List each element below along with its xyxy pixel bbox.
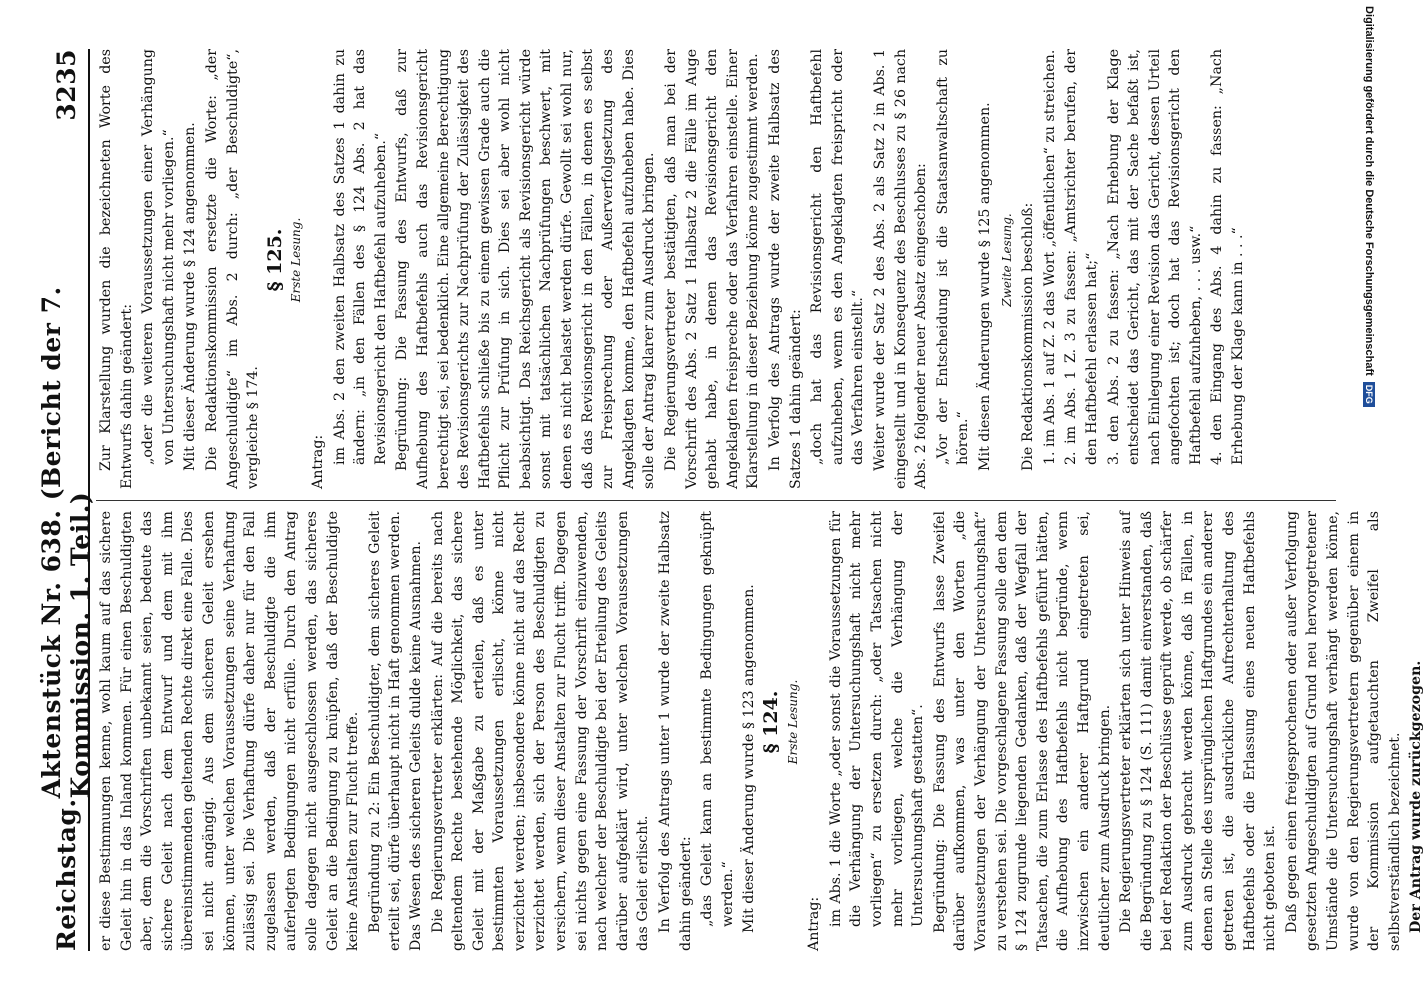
paragraph: Begründung: Die Fassung des Entwurfs lasse Zweifel darüber aufkommen, was unter den Worten „die Voraussetzungen der Verhängung der Untersuchungshaft“ zu verstehen sei. Die vorgeschlagene Fassung solle den dem § 124 zugrunde liegenden Gedanken, daß der Wegfall der Tatsachen, die zum Erlasse des Haftbefehls geführt hätten, die Aufhebung des Haftbefehls nicht begründe, wenn inzwischen ein anderer Haftgrund eingetreten sei, deutlicher zum Ausdruck bringen. [931, 511, 1113, 951]
paragraph: „oder die weiteren Voraussetzungen einer Verhängung von Untersuchungshaft nicht mehr vorliegen.“ [140, 49, 177, 465]
credit-text: Digitalisierung gefördert durch die Deutsche Forschungsgemeinschaft [1363, 6, 1375, 376]
paragraph: Mit dieser Änderung wurde § 124 angenommen. [182, 122, 199, 471]
page-header [37, 49, 95, 951]
paragraph: In Verfolg des Antrags wurde der zweite Halbsatz des Satzes 1 dahin geändert: [767, 49, 804, 489]
paragraph: Begründung: Die Fassung des Entwurfs, daß zur Aufhebung des Haftbefehls auch das Revisionsgericht berechtigt sei, sei bedenklich. Eine allgemeine Berechtigung des Revisionsgerichts zur Nachprüfung der Zulässigkeit des Haftbefehls schließe bis zu einem gewissen Grade auch die Pflicht zur Prüfung in sich. Dies sei aber wohl nicht beabsichtigt. Das Reichsgericht als Revisionsgericht würde sonst mit tatsächlichen Nachprüfungen beschwert, mit denen es nicht belastet werden dürfe. Gewollt sei wohl nur, daß das Revisionsgericht in den Fällen, in denen es selbst zur Freisprechung oder Außerverfolgsetzung des Angeklagten komme, den Haftbefehl aufzuheben habe. Dies solle der Antrag klarer zum Ausdruck bringen. [394, 49, 658, 489]
paragraph: „das Geleit kann an bestimmte Bedingungen geknüpft werden.“ [699, 511, 736, 927]
section-subheading: Zweite Lesung. [999, 213, 1014, 307]
paragraph: Daß gegen einen freigesprochenen oder außer Verfolgung gesetzten Angeschuldigten auf Grund neu hervorgetretener Umstände die Untersuchungshaft verhängt werden könne, wurde von den Regierungsvertretern gegenüber einem in der Kommission aufgetauchten Zweifel als selbstverständlich bezeichnet. [1283, 511, 1403, 951]
dfg-logo: DFG [1363, 382, 1375, 407]
paragraph: Die Redaktionskommission ersetzte die Worte: „der Angeschuldigte“ im Abs. 2 durch: „der Beschuldigte“, vergleiche § 174. [203, 49, 262, 489]
paragraph: 3. den Abs. 2 zu fassen: „Nach Erhebung der Klage entscheidet das Gericht, das mit der Sache befaßt ist, nach Einlegung einer Revision das Gericht, dessen Urteil angefochten ist; doch hat das Revisionsgericht den Haftbefehl aufzuheben, . . . usw.“ [1105, 49, 1204, 465]
paragraph: Die Regierungsvertreter bestätigten, daß man bei der Vorschrift des Abs. 2 Satz 1 Halbsatz 2 die Fälle im Auge gehabt habe, in denen das Revisionsgericht den Angeklagten freispreche oder das Verfahren einstelle. Einer Klarstellung in dieser Beziehung könne zugestimmt werden. [663, 49, 762, 489]
paragraph: er diese Bestimmungen kenne, wohl kaum auf das sichere Geleit hin in das Inland kommen. Für einen Beschuldigten aber, dem die Vorschriften unbekannt seien, bedeute das sichere Geleit nach dem Entwurf und dem mit ihm übereinstimmenden geltenden Rechte direkt eine Falle. Dies sei nicht angängig. Aus dem sicheren Geleit ersehen können, unter welchen Voraussetzungen seine Verhaftung zulässig sei. Die Verhaftung dürfe daher nur für den Fall zugelassen werden, daß der Beschuldigte die ihm auferlegten Bedingungen nicht erfülle. Durch den Antrag solle dagegen nicht ausgeschlossen werden, das sicheres Geleit an die Bedingung zu knüpfen, daß der Beschuldigte keine Anstalten zur Flucht treffe. [98, 511, 362, 951]
paragraph: Begründung zu 2: Ein Beschuldigter, dem sicheres Geleit erteilt sei, dürfe überhaupt nicht in Haft genommen werden. Das Wesen des sicheren Geleits dulde keine Ausnahmen. [366, 511, 424, 951]
paragraph: im Abs. 1 die Worte „oder sonst die Voraussetzungen für die Verhängung der Untersuchungshaft nicht mehr vorliegen“ zu ersetzen durch: „oder Tatsachen nicht mehr vorliegen, welche die Verhängung der Untersuchungshaft gestatten“. [827, 511, 927, 927]
paragraph: Mit dieser Änderung wurde § 123 angenommen. [741, 584, 758, 933]
page-number: 3235 [51, 49, 81, 121]
left-column [96, 511, 1425, 951]
paragraph: Die Redaktionskommission beschloß: [1020, 202, 1037, 471]
paragraph: Mit diesen Änderungen wurde § 125 angenommen. [976, 102, 993, 471]
section-heading: § 124. [760, 690, 782, 754]
paragraph: Zur Klarstellung wurden die bezeichneten Worte des Entwurfs dahin geändert: [98, 49, 135, 489]
paragraph: 2. im Abs. 1 Z. 3 zu fassen: „Amtsrichter berufen, der den Haftbefehl erlassen hat;“ [1063, 49, 1100, 465]
paragraph: „doch hat das Revisionsgericht den Haftbefehl aufzuheben, wenn es den Angeklagten freispricht oder das Verfahren einstellt.“ [809, 49, 867, 465]
paragraph: Antrag: [806, 896, 823, 951]
paragraph: Die Regierungsvertreter erklärten: Auf die bereits nach geltendem Rechte bestehende Möglichkeit, das sichere Geleit mit der Maßgabe zu erteilen, daß es unter bestimmten Voraussetzungen erlischt, könne nicht verzichtet werden; insbesondere könne nicht auf das Recht verzichtet werden, sich der Person des Beschuldigten zu versichern, wenn dieser Anstalten zur Flucht trifft. Dagegen sei nichts gegen eine Fassung der Vorschrift einzuwenden, nach welcher der Beschuldigte bei der Erteilung des Geleits darüber aufgeklärt wird, unter welchen Voraussetzungen das Geleit erlischt. [429, 511, 652, 951]
digitization-credit [1359, 8, 1379, 992]
paragraph: 4. den Eingang des Abs. 4 dahin zu fassen: „Nach Erhebung der Klage kann in . . .“ [1209, 49, 1247, 465]
paragraph: Die Regierungsvertreter erklärten sich unter Hinweis auf die Begründung zu § 124 (S. 111) damit einverstanden, daß bei der Redaktion der Beschlüsse geprüft werde, ob schärfer zum Ausdruck gebracht werden könne, daß in Fällen, in denen an Stelle des ursprünglichen Haftgrundes ein anderer getreten ist, die ausdrückliche Aufrechterhaltung des Haftbefehls oder die Erlassung eines neuen Haftbefehls nicht geboten ist. [1118, 511, 1279, 951]
section-subheading: Erste Lesung. [289, 217, 304, 303]
paragraph: Der Antrag wurde zurückgezogen. [1408, 660, 1425, 933]
paragraph: Antrag: [309, 434, 326, 489]
paragraph: 1. im Abs. 1 auf Z. 2 das Wort „öffentlichen“ zu streichen. [1041, 49, 1058, 465]
paragraph: In Verfolg des Antrags unter 1 wurde der zweite Halbsatz dahin geändert: [657, 511, 694, 951]
paragraph: im Abs. 2 den zweiten Halbsatz des Satzes 1 dahin zu ändern: „in den Fällen des § 124 Abs. 2 hat das Revisionsgericht den Haftbefehl aufzuheben.“ [331, 49, 389, 465]
header-title: Aktenstück Nr. 638. (Bericht der 7. Kommission. 1. Teil.) [37, 286, 95, 799]
paragraph: Weiter wurde der Satz 2 des Abs. 2 als Satz 2 in Abs. 1 eingestellt und in Konsequenz des Beschlusses zu § 26 nach Abs. 2 folgender neuer Absatz eingeschoben: [871, 49, 930, 489]
paragraph: „Vor der Entscheidung ist die Staatsanwaltschaft zu hören.“ [934, 49, 972, 465]
section-heading: § 125. [263, 228, 286, 292]
right-column [96, 49, 1336, 489]
column-divider [96, 500, 1336, 501]
header-left: Reichstag. [51, 798, 81, 951]
section-subheading: Erste Lesung. [785, 679, 800, 765]
